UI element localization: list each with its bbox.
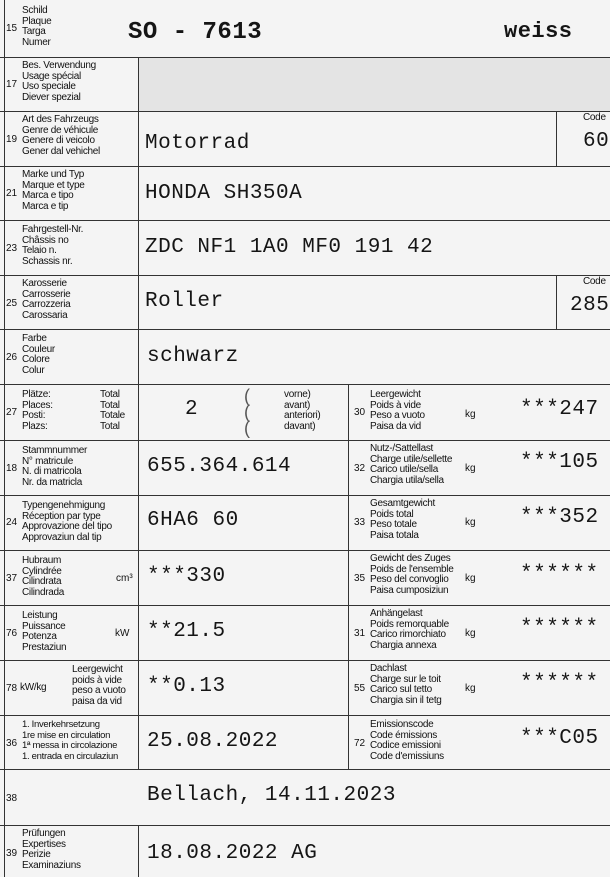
- seats-total: 2: [185, 398, 199, 421]
- type-approval: 6HA6 60: [147, 509, 239, 532]
- middle-column-divider: [348, 384, 349, 769]
- field-25-label: Karosserie Carrosserie Carrozzeria Carossaria: [22, 278, 71, 321]
- field-number: 33: [354, 517, 366, 528]
- trailer-load: ******: [520, 617, 599, 640]
- payload: ***105: [520, 451, 599, 474]
- row-divider: [0, 329, 610, 330]
- bracket-open: ( ( (: [244, 386, 250, 438]
- field-15-label: Schild Plaque Targa Numer: [22, 5, 52, 48]
- field-number: 15: [6, 23, 18, 34]
- unit-label: kg: [465, 517, 476, 528]
- label-column-divider: [138, 57, 139, 384]
- field-number: 26: [6, 352, 18, 363]
- row-divider: [0, 57, 610, 58]
- field-number: 31: [354, 628, 366, 639]
- field-number: 17: [6, 79, 18, 90]
- field-35-label: Gewicht des Zuges Poids de l'ensemble Peso del convoglio Paisa cumposiziun: [370, 553, 454, 596]
- unit-label: kg: [465, 628, 476, 639]
- row-divider: [0, 384, 610, 385]
- field-18-label: Stammnummer N° matricule N. di matricola Nr. da matricla: [22, 445, 88, 488]
- field-number: 19: [6, 134, 18, 145]
- row-divider: [0, 220, 610, 221]
- field-21-label: Marke und Typ Marque et type Marca e tipo Marca e tip: [22, 169, 85, 212]
- field-number: 35: [354, 573, 366, 584]
- field-23-label: Fahrgestell-Nr. Châssis no Telaio n. Schassis nr.: [22, 224, 84, 267]
- power-to-weight: **0.13: [147, 675, 226, 698]
- unit-label: kg: [465, 573, 476, 584]
- place-and-date-of-issue: Bellach, 14.11.2023: [147, 784, 396, 807]
- emission-code: ***C05: [520, 727, 599, 750]
- master-number: 655.364.614: [147, 455, 292, 478]
- field-19-label: Art des Fahrzeugs Genre de véhicule Genere di veicolo Gener dal vehichel: [22, 114, 100, 157]
- field-number: 30: [354, 407, 366, 418]
- row-divider: [0, 715, 610, 716]
- field-27-label: Plätze: Places: Posti: Plazs:: [22, 389, 53, 432]
- color: schwarz: [147, 345, 239, 368]
- field-36-label: 1. Inverkehrsetzung 1re mise en circulation 1ª messa in circolazione 1. entrada en circulaziun: [22, 719, 119, 762]
- left-border: [4, 0, 5, 877]
- field-number: 18: [6, 463, 18, 474]
- unit-label: kW: [115, 628, 130, 639]
- field-number: 38: [6, 793, 18, 804]
- field-72-label: Emissionscode Code émissions Codice emissioni Code d'emissiuns: [370, 719, 444, 762]
- row-divider: [0, 275, 610, 276]
- code-column-divider: [556, 275, 557, 329]
- row-divider: [0, 605, 610, 606]
- field-26-label: Farbe Couleur Colore Colur: [22, 333, 55, 376]
- train-weight: ******: [520, 563, 599, 586]
- field-number: 21: [6, 188, 18, 199]
- field-24-label: Typengenehmigung Réception par type Approvazione del tipo Approvaziun dal tip: [22, 500, 112, 543]
- field-76-label: Leistung Puissance Potenza Prestaziun: [22, 610, 67, 653]
- field-30-label: Leergewicht Poids à vide Peso a vuoto Paisa da vid: [370, 389, 425, 432]
- field-number: 55: [354, 683, 366, 694]
- vehicle-type: Motorrad: [145, 132, 250, 155]
- field-number: 39: [6, 848, 18, 859]
- field-number: 37: [6, 573, 18, 584]
- row-divider: [0, 495, 610, 496]
- field-78-unit: kW/kg: [20, 682, 47, 693]
- field-78-label: Leergewicht poids à vide peso a vuoto paisa da vid: [72, 664, 126, 707]
- body-type-code: 285: [570, 294, 610, 317]
- row-divider: [0, 111, 610, 112]
- plate-color: weiss: [504, 19, 573, 44]
- roof-load: ******: [520, 672, 599, 695]
- field-number: 27: [6, 407, 18, 418]
- row-divider: [0, 769, 610, 770]
- field-27-label-total: Total Total Totale Total: [100, 389, 125, 432]
- body-type: Roller: [145, 290, 224, 313]
- row-divider: [0, 550, 610, 551]
- field-32-label: Nutz-/Sattellast Charge utile/sellette Carico utile/sella Chargia utila/sella: [370, 443, 453, 486]
- field-number: 32: [354, 463, 366, 474]
- code-column-divider: [556, 111, 557, 166]
- field-number: 36: [6, 738, 18, 749]
- field-number: 24: [6, 517, 18, 528]
- field-17-label: Bes. Verwendung Usage spécial Uso speciale Diever spezial: [22, 60, 96, 103]
- field-55-label: Dachlast Charge sur le toit Carico sul tetto Chargia sin il tetg: [370, 663, 442, 706]
- chassis-number: ZDC NF1 1A0 MF0 191 42: [145, 236, 434, 259]
- label-column-divider: [138, 825, 139, 877]
- code-label: Code: [583, 112, 606, 123]
- vehicle-type-code: 60: [583, 130, 610, 153]
- field-number: 23: [6, 243, 18, 254]
- row-divider: [0, 660, 610, 661]
- plate-number: SO - 7613: [128, 19, 263, 46]
- row-divider: [0, 825, 610, 826]
- unit-label: kg: [465, 683, 476, 694]
- field-number: 72: [354, 738, 366, 749]
- row-divider: [0, 440, 610, 441]
- unit-label: cm³: [116, 573, 133, 584]
- field-33-label: Gesamtgewicht Poids total Peso totale Paisa totala: [370, 498, 436, 541]
- power: **21.5: [147, 620, 226, 643]
- field-number: 25: [6, 298, 18, 309]
- unit-label: kg: [465, 463, 476, 474]
- inspection-date: 18.08.2022 AG: [147, 842, 318, 865]
- code-label: Code: [583, 276, 606, 287]
- field-39-label: Prüfungen Expertises Perizie Examinaziuns: [22, 828, 81, 871]
- empty-weight: ***247: [520, 398, 599, 421]
- field-number: 76: [6, 628, 18, 639]
- field-number: 78: [6, 683, 18, 694]
- field-27-front-label: vorne) avant) anteriori) davant): [284, 389, 321, 432]
- field-31-label: Anhängelast Poids remorquable Carico rimorchiato Chargia annexa: [370, 608, 449, 651]
- first-registration-date: 25.08.2022: [147, 730, 279, 753]
- label-column-divider: [138, 384, 139, 769]
- make-and-model: HONDA SH350A: [145, 182, 303, 205]
- field-17-value-area: [138, 57, 610, 111]
- row-divider: [0, 166, 610, 167]
- field-37-label: Hubraum Cylindrée Cilindrata Cilindrada: [22, 555, 65, 598]
- displacement: ***330: [147, 565, 226, 588]
- gross-weight: ***352: [520, 506, 599, 529]
- unit-label: kg: [465, 409, 476, 420]
